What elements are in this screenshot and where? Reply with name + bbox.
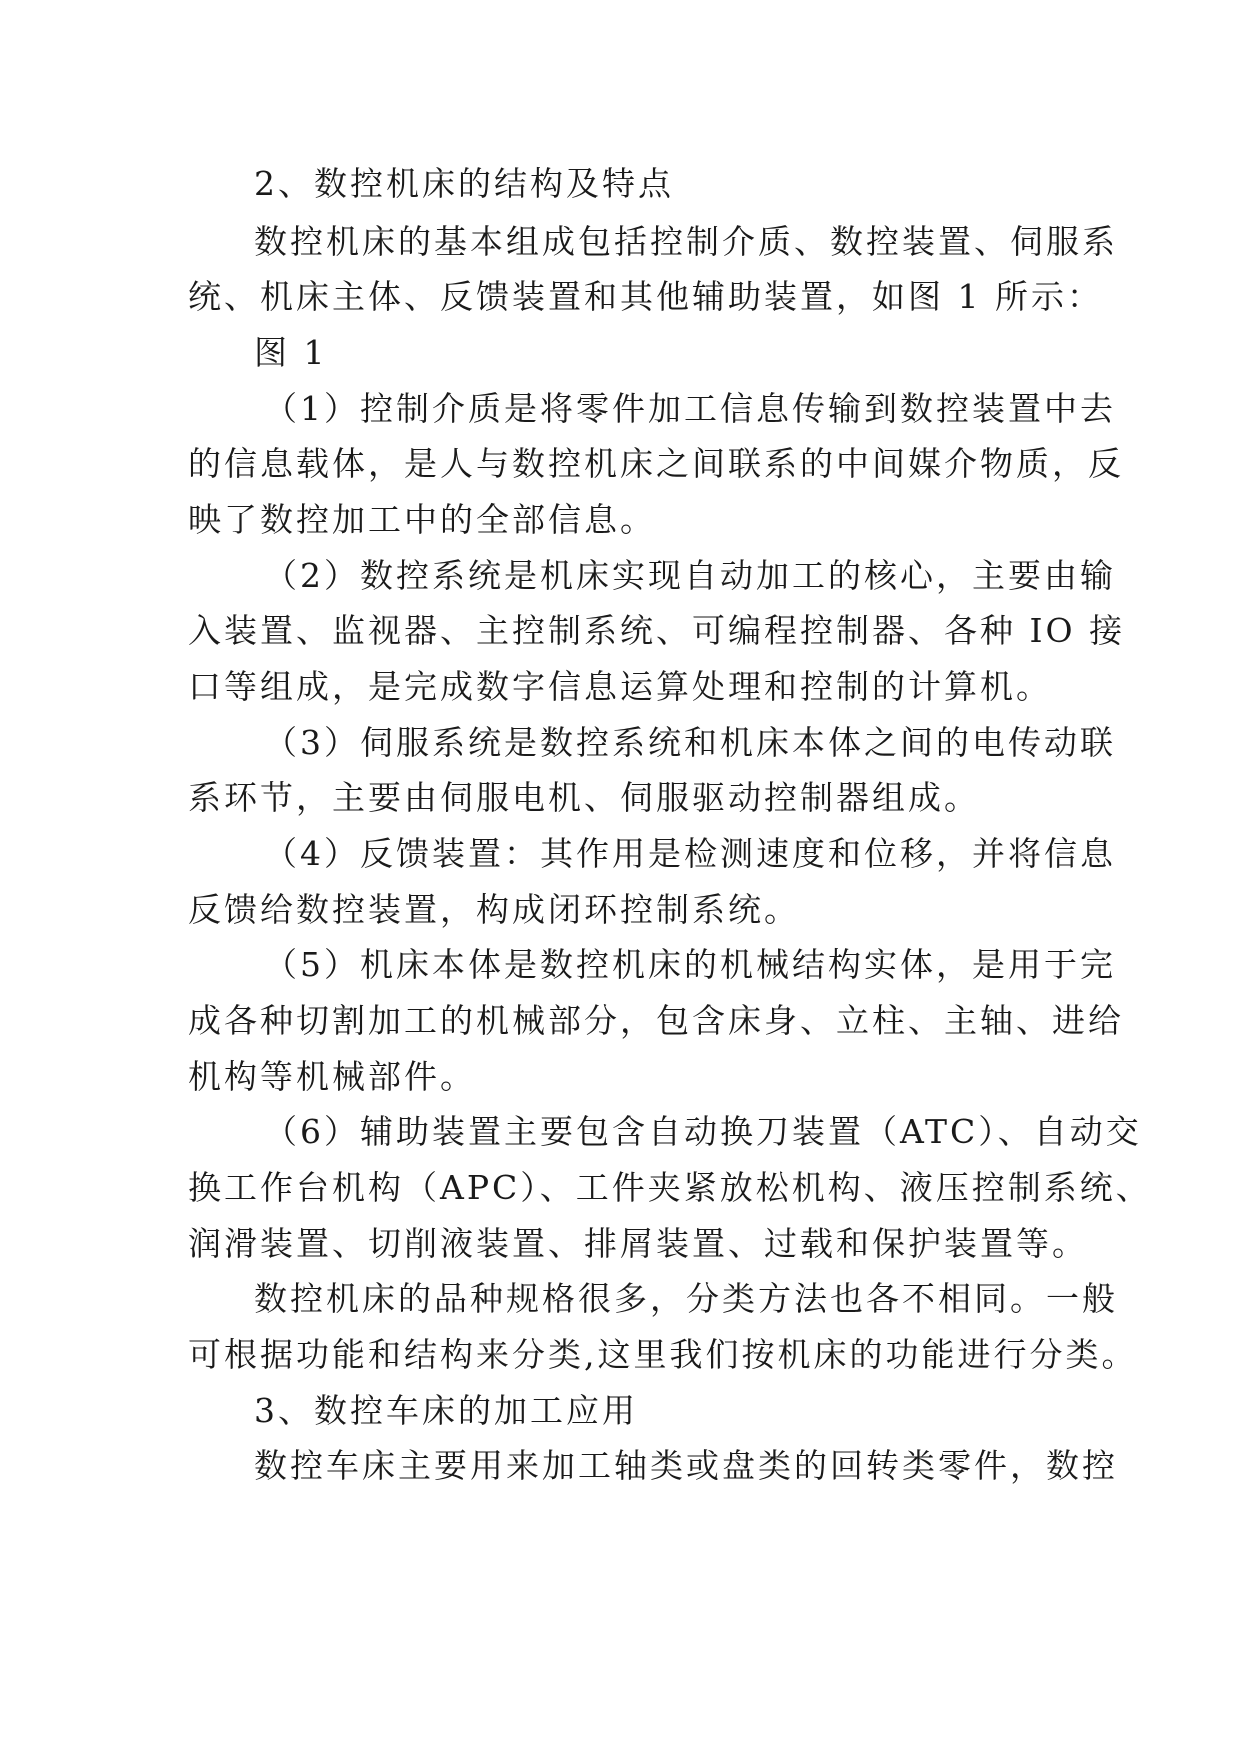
list-item-line: 成各种切割加工的机械部分，包含床身、立柱、主轴、进给 [188, 1001, 1124, 1040]
paragraph-line: 数控机床的基本组成包括控制介质、数控装置、伺服系 [254, 222, 1118, 261]
paragraph-line: 统、机床主体、反馈装置和其他辅助装置，如图 1 所示： [188, 277, 1103, 316]
list-item-line: （4）反馈装置：其作用是检测速度和位移，并将信息 [264, 834, 1116, 873]
paragraph-line: 可根据功能和结构来分类,这里我们按机床的功能进行分类。 [188, 1335, 1138, 1374]
list-item-line: 反馈给数控装置，构成闭环控制系统。 [188, 890, 800, 929]
list-item-line: 润滑装置、切削液装置、排屑装置、过载和保护装置等。 [188, 1224, 1088, 1263]
list-item-line: （6）辅助装置主要包含自动换刀装置（ATC）、自动交 [264, 1112, 1142, 1151]
figure-caption: 图 1 [254, 333, 328, 372]
list-item-line: 口等组成，是完成数字信息运算处理和控制的计算机。 [188, 667, 1052, 706]
list-item-line: 的信息载体，是人与数控机床之间联系的中间媒介物质，反 [188, 444, 1124, 483]
list-item-line: （1）控制介质是将零件加工信息传输到数控装置中去 [264, 389, 1116, 428]
list-item-line: 映了数控加工中的全部信息。 [188, 500, 656, 539]
list-item-line: 入装置、监视器、主控制系统、可编程控制器、各种 IO 接 [188, 611, 1126, 650]
section-heading-lathe: 3、数控车床的加工应用 [254, 1391, 638, 1430]
list-item-line: （5）机床本体是数控机床的机械结构实体，是用于完 [264, 945, 1116, 984]
list-item-line: （3）伺服系统是数控系统和机床本体之间的电传动联 [264, 723, 1116, 762]
list-item-line: 系环节，主要由伺服电机、伺服驱动控制器组成。 [188, 778, 980, 817]
paragraph-line: 数控机床的品种规格很多，分类方法也各不相同。一般 [254, 1279, 1118, 1318]
section-heading-structure: 2、数控机床的结构及特点 [254, 164, 674, 203]
list-item-line: （2）数控系统是机床实现自动加工的核心，主要由输 [264, 556, 1116, 595]
paragraph-line: 数控车床主要用来加工轴类或盘类的回转类零件，数控 [254, 1446, 1118, 1485]
list-item-line: 机构等机械部件。 [188, 1057, 476, 1096]
list-item-line: 换工作台机构（APC）、工件夹紧放松机构、液压控制系统、 [188, 1168, 1152, 1207]
